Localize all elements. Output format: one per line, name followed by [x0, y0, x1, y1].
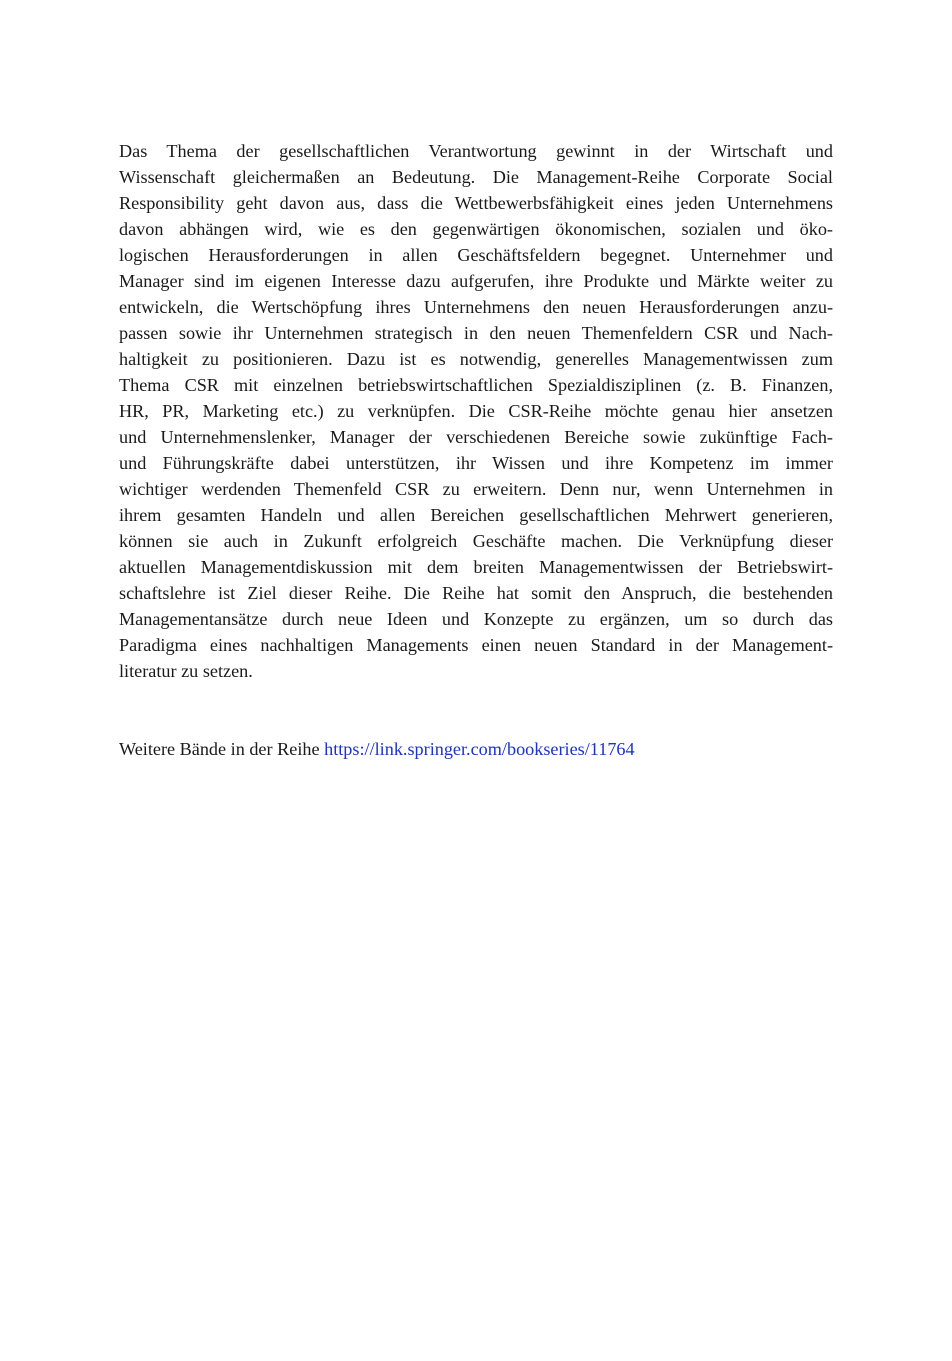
series-description-paragraph	[119, 138, 833, 684]
paragraph-line: ihrem gesamten Handeln und allen Bereichen gesellschaftlichen Mehrwert generieren,	[119, 505, 833, 525]
paragraph-line: schaftslehre ist Ziel dieser Reihe. Die Reihe hat somit den Anspruch, die bestehenden	[119, 583, 833, 603]
paragraph-line: Manager sind im eigenen Interesse dazu aufgerufen, ihre Produkte und Märkte weiter zu	[119, 271, 833, 291]
paragraph-line: wichtiger werdenden Themenfeld CSR zu erweitern. Denn nur, wenn Unternehmen in	[119, 479, 833, 499]
paragraph-line: entwickeln, die Wertschöpfung ihres Unternehmens den neuen Herausforderungen anzu-	[119, 297, 833, 317]
paragraph-line: Managementansätze durch neue Ideen und Konzepte zu ergänzen, um so durch das	[119, 609, 833, 629]
paragraph-line: davon abhängen wird, wie es den gegenwärtigen ökonomischen, sozialen und öko-	[119, 219, 833, 239]
paragraph-line: Das Thema der gesellschaftlichen Verantwortung gewinnt in der Wirtschaft und	[119, 141, 833, 161]
paragraph-line: Responsibility geht davon aus, dass die Wettbewerbsfähigkeit eines jeden Unternehmens	[119, 193, 833, 213]
series-label: Weitere Bände in der Reihe	[119, 739, 325, 759]
paragraph-line: Thema CSR mit einzelnen betriebswirtschaftlichen Spezialdisziplinen (z. B. Finanzen,	[119, 375, 833, 395]
paragraph-line: Wissenschaft gleichermaßen an Bedeutung. Die Management-Reihe Corporate Social	[119, 167, 833, 187]
paragraph-line: literatur zu setzen.	[119, 661, 253, 681]
paragraph-line: können sie auch in Zukunft erfolgreich Geschäfte machen. Die Verknüpfung dieser	[119, 531, 833, 551]
series-reference	[119, 736, 635, 762]
paragraph-line: und Führungskräfte dabei unterstützen, ihr Wissen und ihre Kompetenz im immer	[119, 453, 833, 473]
paragraph-line: und Unternehmenslenker, Manager der verschiedenen Bereiche sowie zukünftige Fach-	[119, 427, 833, 447]
paragraph-line: logischen Herausforderungen in allen Geschäftsfeldern begegnet. Unternehmer und	[119, 245, 833, 265]
paragraph-line: haltigkeit zu positionieren. Dazu ist es notwendig, generelles Managementwissen zum	[119, 349, 833, 369]
paragraph-line: HR, PR, Marketing etc.) zu verknüpfen. Die CSR-Reihe möchte genau hier ansetzen	[119, 401, 833, 421]
paragraph-line: aktuellen Managementdiskussion mit dem breiten Managementwissen der Betriebswirt-	[119, 557, 833, 577]
paragraph-line: Paradigma eines nachhaltigen Managements einen neuen Standard in der Management-	[119, 635, 833, 655]
series-link[interactable]: https://link.springer.com/bookseries/11764	[324, 739, 635, 759]
paragraph-line: passen sowie ihr Unternehmen strategisch in den neuen Themenfeldern CSR und Nach-	[119, 323, 833, 343]
